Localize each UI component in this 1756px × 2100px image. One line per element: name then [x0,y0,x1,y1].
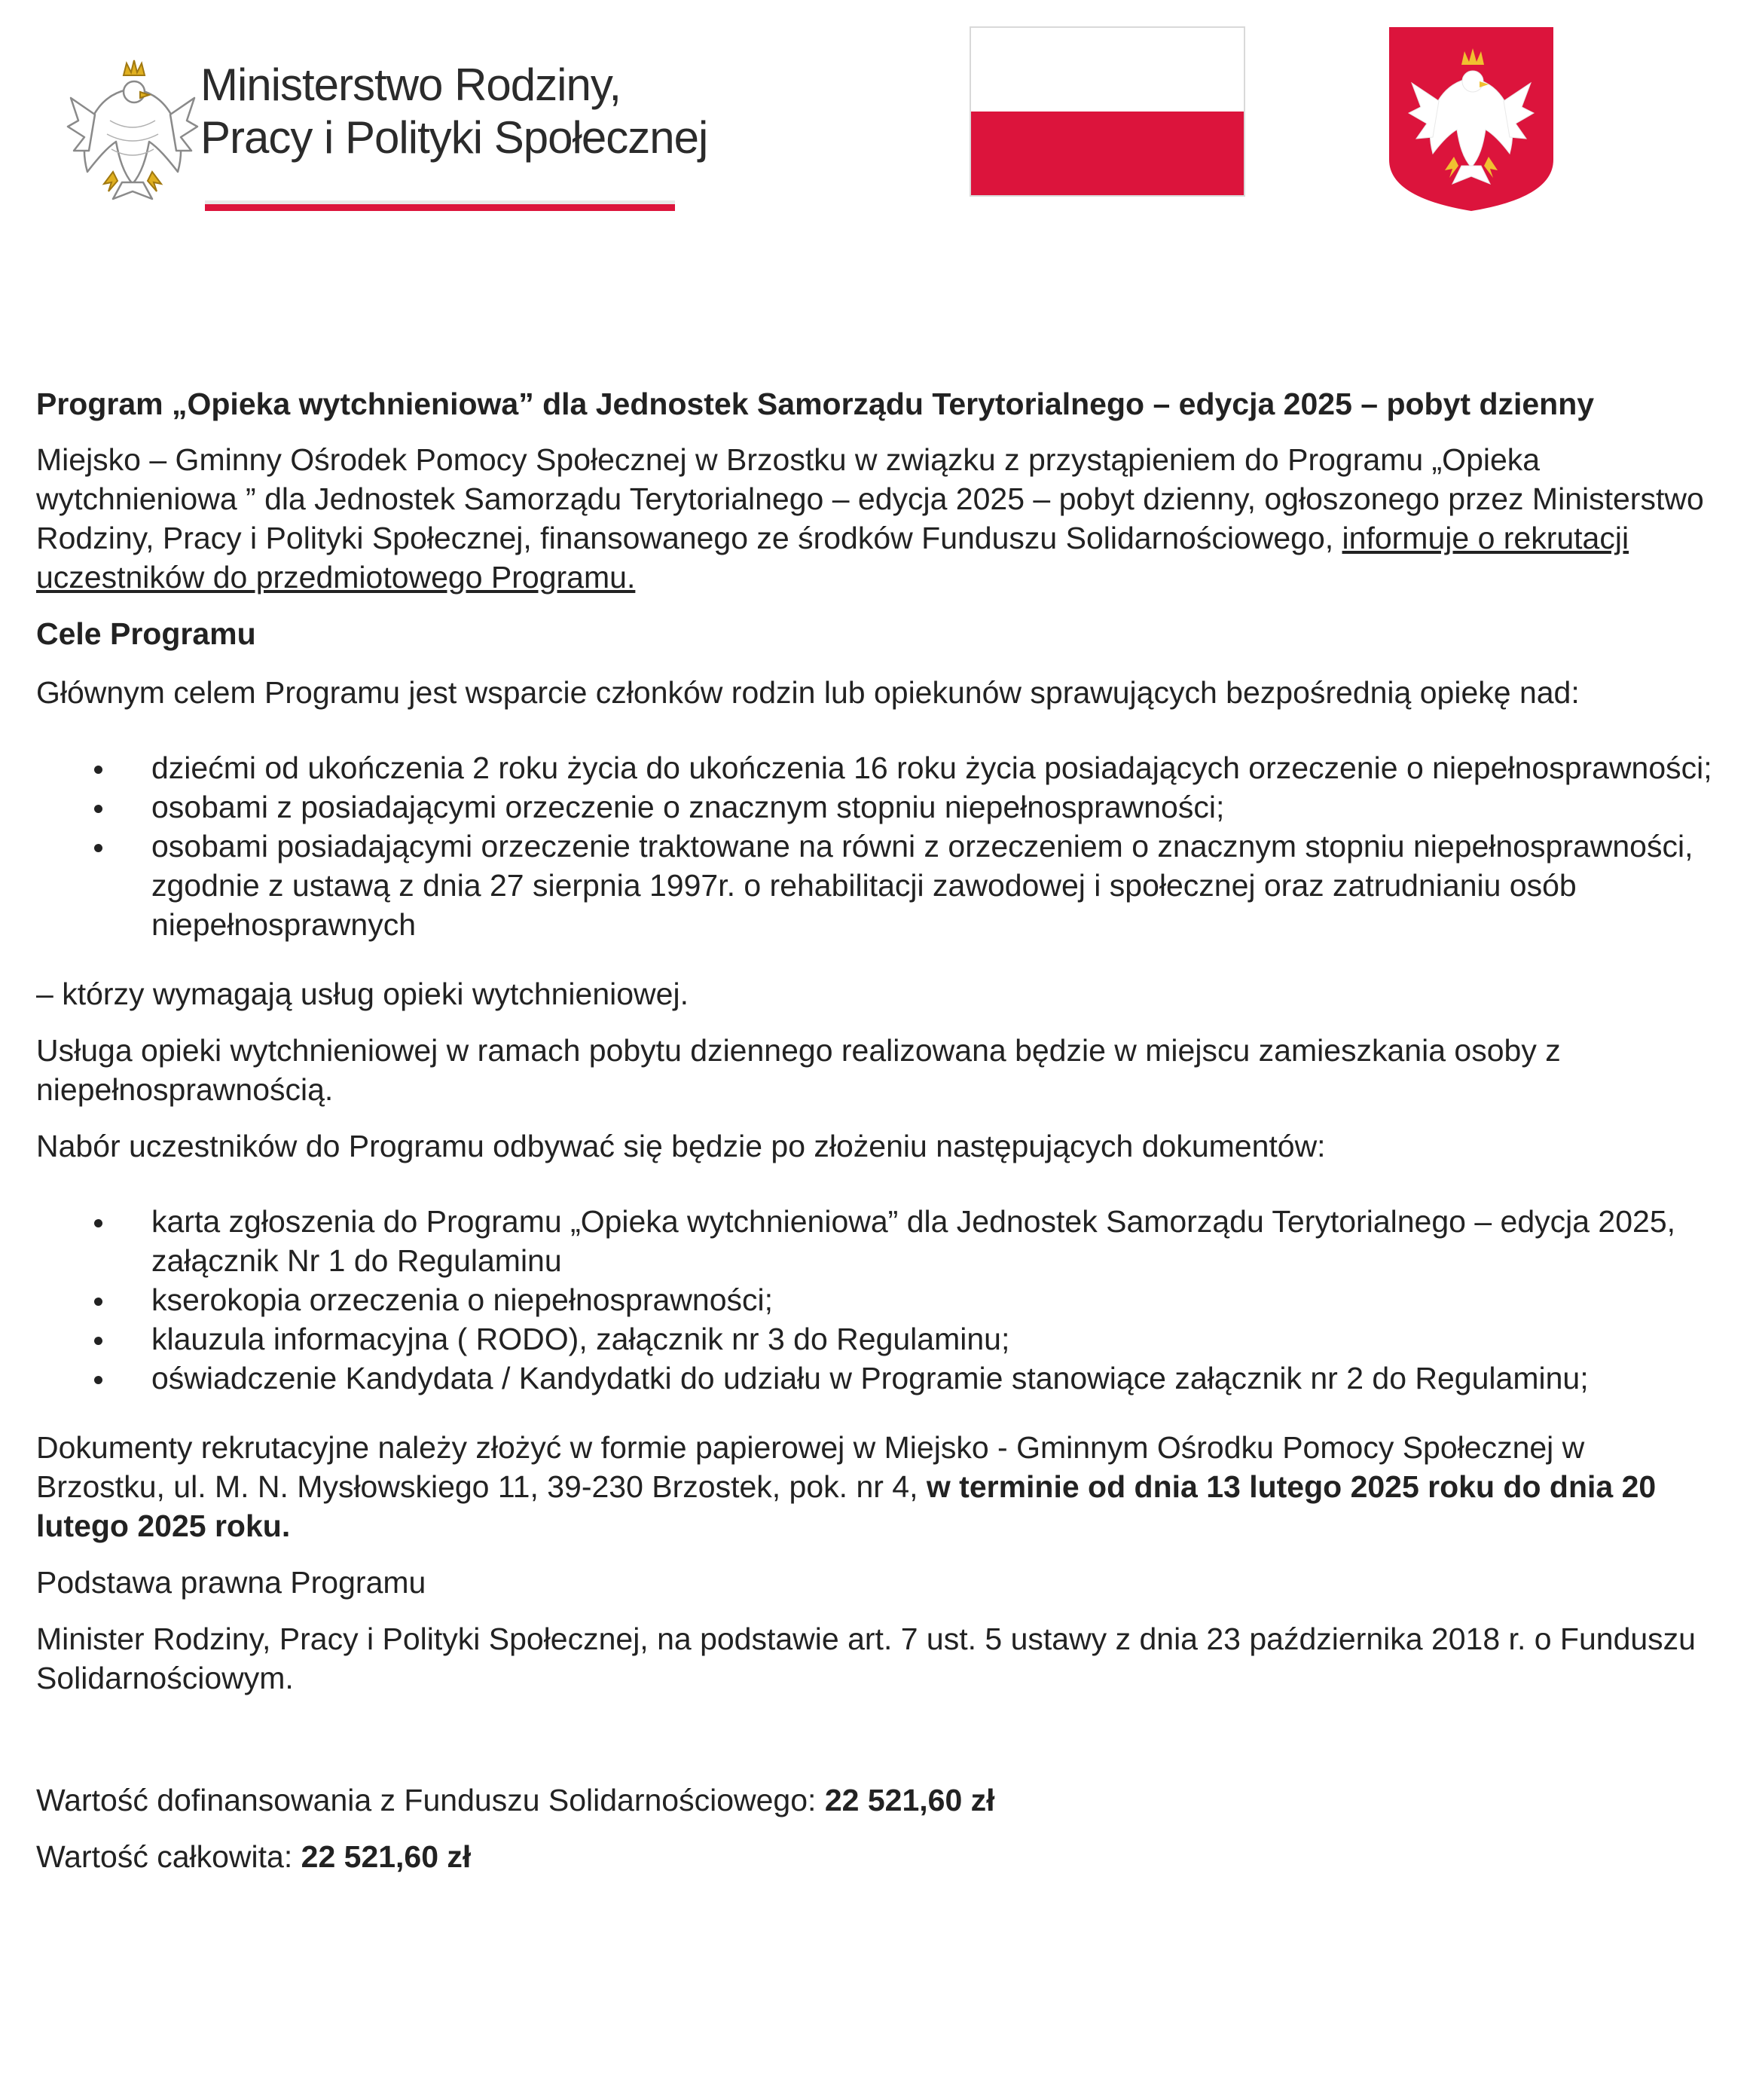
goals-list [36,748,1716,944]
recruitment-intro: Nabór uczestników do Programu odbywać się będzie po złożeniu następujących dokumentów: [36,1129,1326,1163]
submission-paragraph [36,1428,1716,1545]
list-item: dziećmi od ukończenia 2 roku życia do ukończenia 16 roku życia posiadających orzeczenie o niepełnosprawności; [36,748,1716,787]
list-item: oświadczenie Kandydata / Kandydatki do udziału w Programie stanowiące załącznik nr 2 do Regulaminu; [36,1359,1716,1398]
ministry-name-line1: Ministerstwo Rodziny, [200,60,621,110]
list-item: osobami z posiadającymi orzeczenie o znacznym stopniu niepełnosprawności; [36,787,1716,827]
document-title: Program „Opieka wytchnieniowa” dla Jednostek Samorządu Terytorialnego – edycja 2025 – pobyt dzienny [36,387,1595,421]
total-value: 22 521,60 zł [301,1839,472,1874]
documents-list [36,1202,1716,1398]
legal-heading: Podstawa prawna Programu [36,1565,426,1600]
total-line [36,1837,1716,1876]
service-paragraph: Usługa opieki wytchnieniowej w ramach pobytu dziennego realizowana będzie w miejscu zamieszkania osoby z niepełnosprawnością. [36,1033,1561,1107]
white-eagle-icon [65,45,200,203]
legal-text: Minister Rodziny, Pracy i Polityki Społecznej, na podstawie art. 7 ust. 5 ustawy z dnia 23 października 2018 r. o Funduszu Solidarnościowym. [36,1622,1696,1695]
submission-text: Dokumenty rekrutacyjne należy złożyć w formie papierowej w Miejsko - Gminnym Ośrodku Pomocy Społecznej w Brzostku, ul. M. N. Mysłowskiego 11, 39-230 Brzostek, pok. nr 4, [36,1430,1585,1504]
intro-text: Miejsko – Gminny Ośrodek Pomocy Społecznej w Brzostku w związku z przystąpieniem do Programu „Opieka wytchnieniowa ” dla Jednostek Samorządu Terytorialnego – edycja 2025 – pobyt dzienny, ogłoszonego przez Ministerstwo Rodziny, Pracy i Polityki Społecznej, finansowanego ze środków Funduszu Solidarnościowego, [36,442,1704,555]
polish-flag-icon [970,26,1245,197]
ministry-logo [65,45,708,219]
list-item: karta zgłoszenia do Programu „Opieka wytchnieniowa” dla Jednostek Samorządu Terytorialnego – edycja 2025, załącznik Nr 1 do Regulaminu [36,1202,1716,1280]
ministry-name [200,59,707,164]
flag-red-stripe [971,112,1244,195]
submission-deadline: w terminie od dnia 13 lutego 2025 roku do dnia 20 lutego 2025 roku. [36,1469,1657,1543]
list-item: osobami posiadającymi orzeczenie traktowane na równi z orzeczeniem o znacznym stopniu niepełnosprawności, zgodnie z ustawą z dnia 27 sierpnia 1997r. o rehabilitacji zawodowej i społecznej oraz zatrudnianiu osób niepełnosprawnych [36,827,1716,944]
intro-underlined-text: informuje o rekrutacji uczestników do przedmiotowego Programu. [36,521,1629,595]
funding-line [36,1781,1716,1820]
announcement-document [36,384,1716,1876]
goals-outro: – którzy wymagają usług opieki wytchnieniowej. [36,977,689,1011]
intro-paragraph [36,440,1716,597]
funding-label: Wartość dofinansowania z Funduszu Solidarnościowego: [36,1783,817,1817]
funding-value: 22 521,60 zł [824,1783,995,1817]
goals-intro: Głównym celem Programu jest wsparcie członków rodzin lub opiekunów sprawujących bezpośrednią opiekę nad: [36,675,1580,710]
flag-white-stripe [971,28,1244,112]
ministry-name-line2: Pracy i Polityki Społecznej [200,112,708,163]
coat-of-arms-icon [1386,24,1556,212]
goals-heading: Cele Programu [36,616,256,651]
ministry-stripe [205,200,675,211]
list-item: kserokopia orzeczenia o niepełnosprawności; [36,1280,1716,1319]
total-label: Wartość całkowita: [36,1839,293,1874]
list-item: klauzula informacyjna ( RODO), załącznik nr 3 do Regulaminu; [36,1319,1716,1359]
